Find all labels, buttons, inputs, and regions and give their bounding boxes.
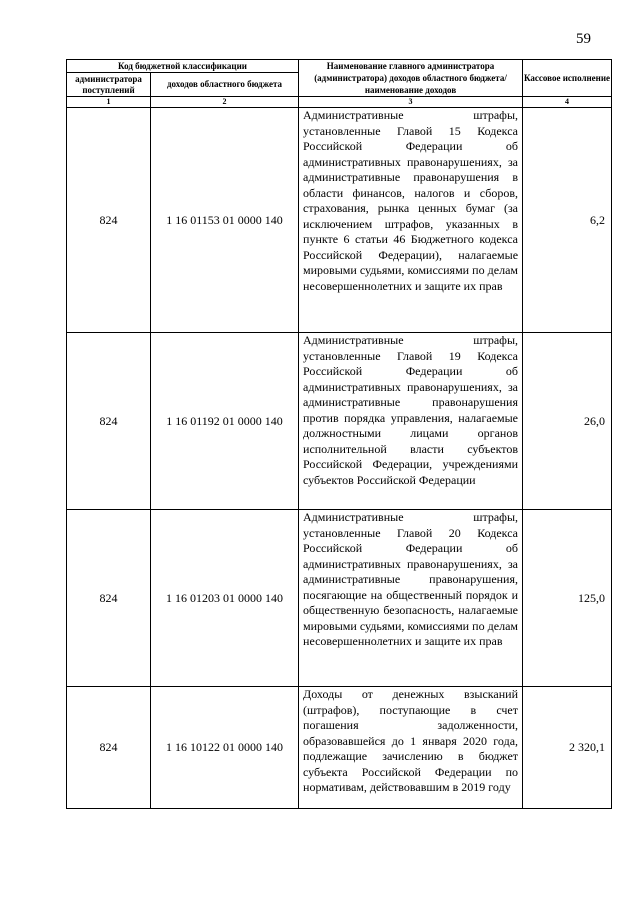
admin-code-cell: 824 xyxy=(67,510,151,687)
amount-cell: 6,2 xyxy=(523,108,612,333)
income-code-cell: 1 16 01192 01 0000 140 xyxy=(151,333,299,510)
column-number: 1 xyxy=(67,97,151,108)
page-number: 59 xyxy=(576,31,591,47)
income-name-cell: Административные штрафы, установленные Главой 20 Кодекса Российской Федерации об административных правонарушениях, за административные правонарушения, посягающие на общественный порядок и общественную безопасность, налагаемые мировыми судьями, комиссиями по делам несовершеннолетних и защите их прав xyxy=(299,510,523,687)
column-number-row xyxy=(67,97,612,108)
income-code-cell: 1 16 10122 01 0000 140 xyxy=(151,687,299,809)
header-row-1 xyxy=(67,60,612,73)
column-number: 4 xyxy=(523,97,612,108)
header-budget-classification: Код бюджетной классификации xyxy=(67,60,299,73)
header-income-column: доходов областного бюджета xyxy=(151,73,299,97)
income-name-cell: Административные штрафы, установленные Главой 19 Кодекса Российской Федерации об административных правонарушениях, за административные правонарушения против порядка управления, налагаемые должностными лицами органов исполнительной власти субъектов Российской Федерации, учреждениями субъектов Российской Федерации xyxy=(299,333,523,510)
table-row xyxy=(67,333,612,510)
income-code-cell: 1 16 01203 01 0000 140 xyxy=(151,510,299,687)
header-amount-column: Кассовое исполнение xyxy=(523,60,612,97)
budget-classification-table xyxy=(66,59,612,809)
header-name-column: Наименование главного администратора (администратора) доходов областного бюджета/ наименование доходов xyxy=(299,60,523,97)
column-number: 3 xyxy=(299,97,523,108)
income-code-cell: 1 16 01153 01 0000 140 xyxy=(151,108,299,333)
table-row xyxy=(67,510,612,687)
income-name-cell: Доходы от денежных взысканий (штрафов), поступающие в счет погашения задолженности, образовавшейся до 1 января 2020 года, подлежащие зачислению в бюджет субъекта Российской Федерации по нормативам, действовавшим в 2019 году xyxy=(299,687,523,809)
income-name-cell: Административные штрафы, установленные Главой 15 Кодекса Российской Федерации об административных правонарушениях, за административные правонарушения в области финансов, налогов и сборов, страхования, рынка ценных бумаг (за исключением штрафов, указанных в пункте 6 статьи 46 Бюджетного кодекса Российской Федерации), налагаемые мировыми судьями, комиссиями по делам несовершеннолетних и защите их прав xyxy=(299,108,523,333)
amount-cell: 125,0 xyxy=(523,510,612,687)
amount-cell: 26,0 xyxy=(523,333,612,510)
header-admin-column: администратора поступлений xyxy=(67,73,151,97)
admin-code-cell: 824 xyxy=(67,108,151,333)
amount-cell: 2 320,1 xyxy=(523,687,612,809)
table-row xyxy=(67,687,612,809)
admin-code-cell: 824 xyxy=(67,333,151,510)
admin-code-cell: 824 xyxy=(67,687,151,809)
table-row xyxy=(67,108,612,333)
column-number: 2 xyxy=(151,97,299,108)
